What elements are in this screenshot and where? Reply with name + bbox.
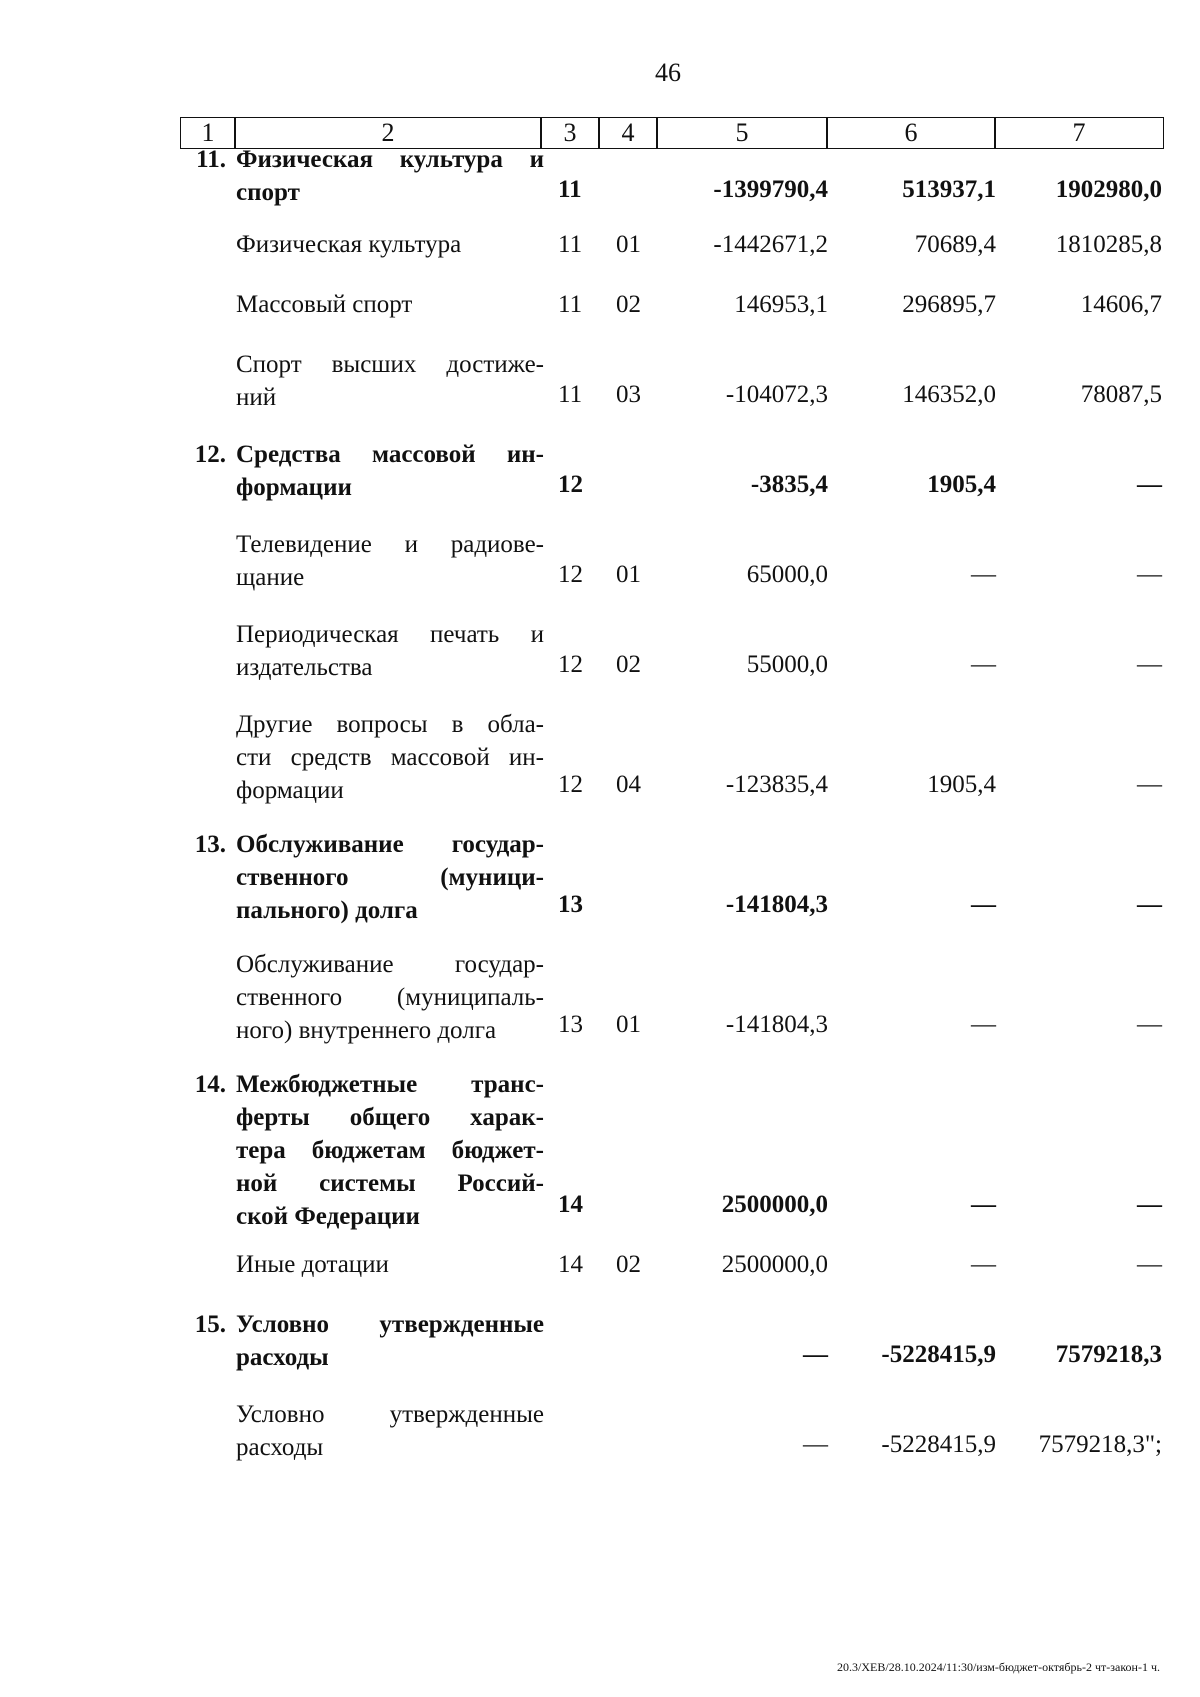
row-title-line: Массовый спорт (236, 291, 413, 318)
row-title-line: расходы (236, 1344, 329, 1371)
section-code: 12 (558, 651, 583, 678)
row-title-line: издательства (236, 654, 373, 681)
row-title-line: ного) внутреннего долга (236, 1017, 497, 1044)
row-title-line: Обслуживание государ- (236, 951, 544, 978)
row-title-line: Иные дотации (236, 1251, 389, 1278)
subsection-code: 01 (616, 231, 641, 258)
value-col-7: 14606,7 (1080, 291, 1162, 318)
value-col-5: -1399790,4 (713, 176, 828, 203)
row-title-line: спорт (236, 179, 300, 206)
value-col-6: 70689,4 (914, 231, 996, 258)
row-title-line: Условно утвержденные (236, 1401, 544, 1428)
value-col-6: -5228415,9 (881, 1341, 996, 1368)
value-col-7: — (1137, 471, 1162, 498)
row-title-line: Физическая культура (236, 231, 462, 258)
row-title-line: ний (236, 384, 277, 411)
row-title-line: пального) долга (236, 897, 418, 924)
section-number: 14. (194, 1071, 226, 1098)
value-col-5: -141804,3 (725, 891, 828, 918)
row-title (236, 708, 544, 807)
value-col-5: 55000,0 (746, 651, 828, 678)
section-code: 11 (558, 291, 583, 318)
row-title (236, 143, 544, 209)
value-col-7: 1810285,8 (1055, 231, 1162, 258)
row-title (236, 228, 544, 261)
subsection-code: 02 (616, 1251, 641, 1278)
row-title (236, 438, 544, 504)
value-col-5: -141804,3 (725, 1011, 828, 1038)
value-col-7: — (1137, 561, 1162, 588)
value-col-5: 146953,1 (734, 291, 828, 318)
row-title-line: сти средств массовой ин- (236, 744, 544, 771)
value-col-5: — (803, 1431, 828, 1458)
header-col-4: 4 (598, 117, 658, 149)
row-title-line: ской Федерации (236, 1203, 420, 1230)
value-col-6: 513937,1 (902, 176, 996, 203)
header-col-5: 5 (656, 117, 828, 149)
row-title-line: формации (236, 777, 344, 804)
value-col-5: -123835,4 (725, 771, 828, 798)
subsection-code: 03 (616, 381, 641, 408)
row-title-line: расходы (236, 1434, 324, 1461)
section-code: 12 (558, 771, 583, 798)
section-number: 11. (196, 146, 226, 173)
subsection-code: 02 (616, 651, 641, 678)
row-title-line: Условно утвержденные (236, 1311, 544, 1338)
value-col-7: — (1137, 891, 1162, 918)
section-number: 12. (194, 441, 226, 468)
section-code: 13 (558, 1011, 583, 1038)
value-col-5: 2500000,0 (721, 1251, 828, 1278)
value-col-7: — (1137, 651, 1162, 678)
row-title (236, 288, 544, 321)
section-code: 11 (558, 231, 583, 258)
subsection-code: 01 (616, 1011, 641, 1038)
header-col-2: 2 (234, 117, 542, 149)
row-title-line: Средства массовой ин- (236, 441, 544, 468)
row-title-line: щание (236, 564, 305, 591)
row-title-line: Телевидение и радиове- (236, 531, 544, 558)
value-col-7: 7579218,3 (1055, 1341, 1162, 1368)
row-title-line: Обслуживание государ- (236, 831, 544, 858)
row-title-line: ной системы Россий- (236, 1170, 544, 1197)
value-col-6: 296895,7 (902, 291, 996, 318)
row-title (236, 1068, 544, 1233)
value-col-5: -3835,4 (750, 471, 828, 498)
row-title-line: формации (236, 474, 352, 501)
value-col-5: -104072,3 (725, 381, 828, 408)
row-title (236, 1398, 544, 1464)
row-title-line: Периодическая печать и (236, 621, 544, 648)
row-title-line: тера бюджетам бюджет- (236, 1137, 544, 1164)
value-col-6: — (971, 651, 996, 678)
section-code: 11 (558, 381, 583, 408)
value-col-5: -1442671,2 (713, 231, 828, 258)
subsection-code: 01 (616, 561, 641, 588)
row-title-line: ферты общего харак- (236, 1104, 544, 1131)
header-col-7: 7 (994, 117, 1164, 149)
section-code: 13 (558, 891, 583, 918)
value-col-7: — (1137, 1011, 1162, 1038)
value-col-6: — (971, 1251, 996, 1278)
value-col-6: — (971, 891, 996, 918)
subsection-code: 04 (616, 771, 641, 798)
row-title-line: Межбюджетные транс- (236, 1071, 544, 1098)
row-title-line: Спорт высших достиже- (236, 351, 544, 378)
row-title (236, 528, 544, 594)
value-col-7: — (1137, 1251, 1162, 1278)
section-code: 12 (558, 471, 583, 498)
value-col-6: 146352,0 (902, 381, 996, 408)
value-col-6: 1905,4 (927, 771, 996, 798)
section-code: 14 (558, 1191, 583, 1218)
row-title (236, 1308, 544, 1374)
page-number: 46 (655, 58, 681, 87)
value-col-6: -5228415,9 (881, 1431, 996, 1458)
document-footer: 20.3/ХЕВ/28.10.2024/11:30/изм-бюджет-октябрь-2 чт-закон-1 ч. (837, 1660, 1160, 1674)
header-col-1: 1 (180, 117, 236, 149)
row-title (236, 948, 544, 1047)
row-title (236, 1248, 544, 1281)
section-code: 12 (558, 561, 583, 588)
row-title (236, 618, 544, 684)
value-col-7: — (1137, 1191, 1162, 1218)
value-col-5: — (803, 1341, 828, 1368)
header-col-3: 3 (540, 117, 600, 149)
value-col-5: 2500000,0 (721, 1191, 828, 1218)
value-col-6: 1905,4 (927, 471, 996, 498)
value-col-7: 1902980,0 (1055, 176, 1162, 203)
value-col-7: 7579218,3"; (1038, 1431, 1162, 1458)
section-code: 11 (558, 176, 582, 203)
header-col-6: 6 (826, 117, 996, 149)
value-col-6: — (971, 1011, 996, 1038)
row-title-line: ственного (муниципаль- (236, 984, 544, 1011)
value-col-6: — (971, 1191, 996, 1218)
value-col-5: 65000,0 (746, 561, 828, 588)
value-col-7: 78087,5 (1080, 381, 1162, 408)
row-title (236, 348, 544, 414)
section-code: 14 (558, 1251, 583, 1278)
section-number: 15. (194, 1311, 226, 1338)
row-title (236, 828, 544, 927)
row-title-line: ственного (муници- (236, 864, 544, 891)
section-number: 13. (194, 831, 226, 858)
row-title-line: Физическая культура и (236, 146, 544, 173)
subsection-code: 02 (616, 291, 641, 318)
value-col-6: — (971, 561, 996, 588)
value-col-7: — (1137, 771, 1162, 798)
row-title-line: Другие вопросы в обла- (236, 711, 544, 738)
